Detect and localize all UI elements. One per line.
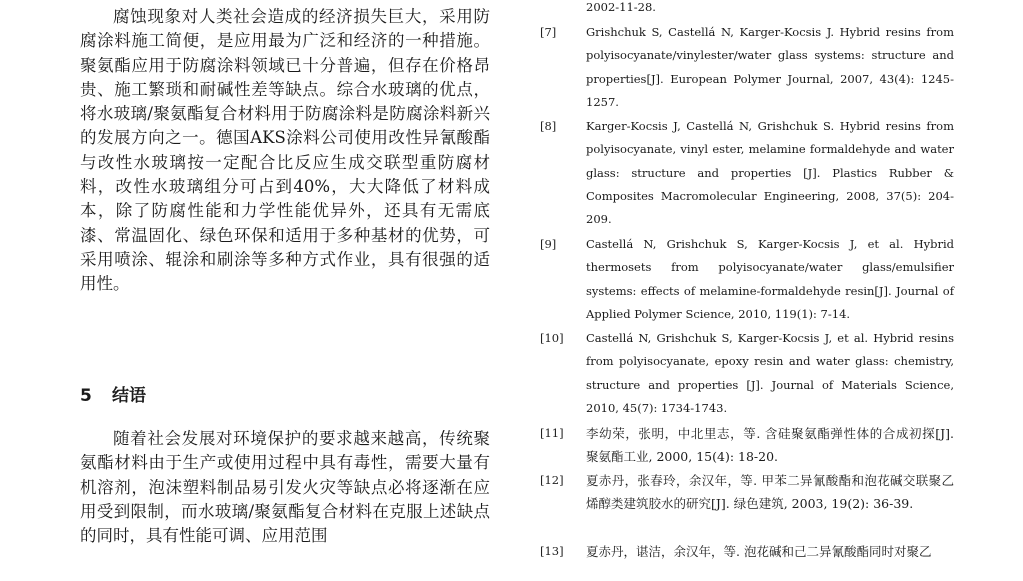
reference-text: 李幼荣，张明，中北里志，等. 含硅聚氨酯弹性体的合成初探[J]. 聚氨酯工业, 2000, 15(4): 18-20.: [586, 426, 954, 465]
reference-label: [7]: [540, 25, 557, 39]
reference-item: [540, 422, 954, 469]
section-number: 5: [80, 386, 92, 406]
reference-item: [540, 115, 954, 231]
reference-item: [540, 540, 954, 563]
reference-label: [13]: [540, 544, 564, 558]
reference-item: [540, 233, 954, 326]
reference-label: [8]: [540, 119, 557, 133]
reference-text: 夏赤丹，谌洁，余汉年，等. 泡花碱和己二异氰酸酯同时对聚乙: [586, 544, 932, 559]
reference-text: 2002-11-28.: [586, 0, 656, 14]
reference-item: [540, 327, 954, 420]
reference-label: [10]: [540, 331, 564, 345]
section-heading: [80, 382, 490, 410]
reference-text: Grishchuk S, Castellá N, Karger-Kocsis J. Hybrid resins from polyisocyanate/vinylester/water glass systems: structure and properties[J]. European Polymer Journal, 2007, 43(4): 1245-1257.: [586, 25, 954, 109]
body-paragraph-2: 随着社会发展对环境保护的要求越来越高，传统聚氨酯材料由于生产或使用过程中具有毒性，需要大量有机溶剂，泡沫塑料制品易引发火灾等缺点必将逐渐在应用受到限制，而水玻璃/聚氨酯复合材料在克服上述缺点的同时，具有性能可调、应用范围: [80, 429, 490, 546]
section-title: 结语: [112, 386, 146, 406]
reference-label: [11]: [540, 426, 564, 440]
reference-label: [12]: [540, 473, 564, 487]
reference-item: [540, 0, 954, 19]
body-paragraph-1: 腐蚀现象对人类社会造成的经济损失巨大，采用防腐涂料施工简便，是应用最为广泛和经济的一种措施。聚氨酯应用于防腐涂料领域已十分普遍，但存在价格昂贵、施工繁琐和耐碱性差等缺点。综合水玻璃的优点，将水玻璃/聚氨酯复合材料用于防腐涂料是防腐涂料新兴的发展方向之一。德国AKS涂料公司使用改性异氰酸酯与改性水玻璃按一定配合比反应生成交联型重防腐材料，改性水玻璃组分可占到40%，大大降低了材料成本，除了防腐性能和力学性能优异外，还具有无需底漆、常温固化、绿色环保和适用于多种基材的优势，可采用喷涂、辊涂和刷涂等多种方式作业，具有很强的适用性。: [80, 7, 490, 294]
reference-text: Karger-Kocsis J, Castellá N, Grishchuk S. Hybrid resins from polyisocyanate, vinyl ester, melamine formaldehyde and water glass: structure and properties [J]. Plastics Rubber & Composites Macromolecular Engineering, 2008, 37(5): 204-209.: [586, 119, 954, 227]
reference-item: [540, 21, 954, 114]
reference-item: [540, 469, 954, 516]
reference-text: 夏赤丹，张春玲，余汉年，等. 甲苯二异氰酸酯和泡花碱交联聚乙烯醇类建筑胶水的研究[J]. 绿色建筑, 2003, 19(2): 36-39.: [586, 473, 954, 512]
reference-text: Castellá N, Grishchuk S, Karger-Kocsis J, et al. Hybrid thermosets from polyisocyanate/water glass/emulsifier systems: effects of melamine-formaldehyde resin[J]. Journal of Applied Polymer Science, 2010, 119(1): 7-14.: [586, 237, 954, 321]
reference-label: [9]: [540, 237, 557, 251]
reference-text: Castellá N, Grishchuk S, Karger-Kocsis J, et al. Hybrid resins from polyisocyanate, epoxy resin and water glass: chemistry, structure and properties [J]. Journal of Materials Science, 2010, 45(7): 1734-1743.: [586, 331, 954, 415]
